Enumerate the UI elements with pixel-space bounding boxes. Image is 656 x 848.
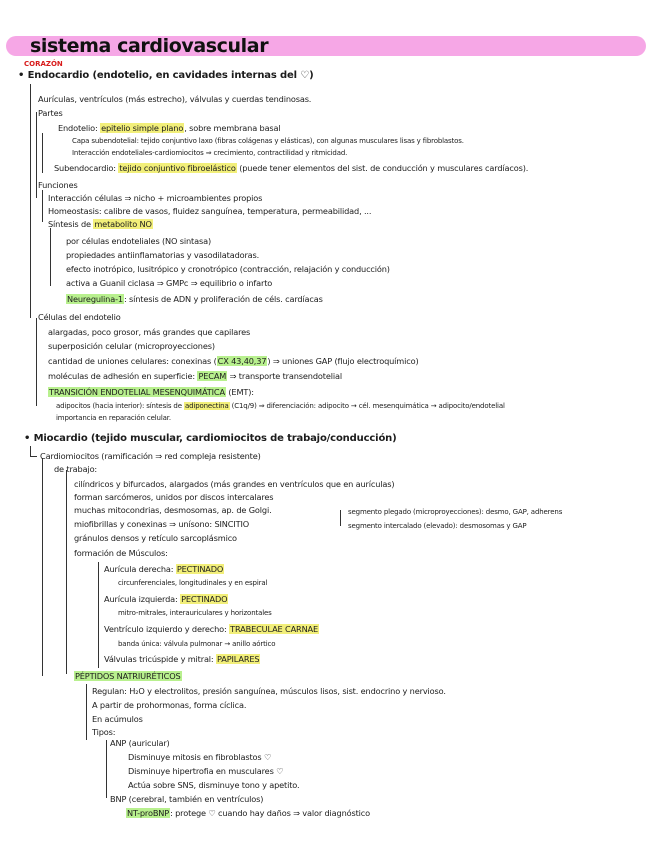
highlight: adiponectina: [184, 402, 229, 410]
highlight: NT-proBNP: [127, 808, 170, 818]
note-line: ANP (auricular): [110, 738, 170, 748]
page-title: sistema cardiovascular: [30, 35, 269, 57]
note-line: Válvulas tricúspide y mitral: PAPILARES: [104, 654, 260, 664]
tree-connector: [340, 510, 347, 526]
note-line: activa a Guanil ciclasa ⇒ GMPc ⇒ equilibrio o infarto: [66, 278, 273, 288]
note-line: gránulos densos y retículo sarcoplásmico: [74, 533, 237, 543]
note-line: Ventrículo izquierdo y derecho: TRABECULAE CARNAE: [104, 624, 319, 634]
note-line: BNP (cerebral, también en ventrículos): [110, 794, 264, 804]
note-line: Interacción células ⇒ nicho + microambientes propios: [48, 193, 263, 203]
note-line: Neuregulina-1: síntesis de ADN y proliferación de céls. cardíacas: [67, 294, 323, 304]
note-line: Tipos:: [92, 727, 116, 737]
note-line: cantidad de uniones celulares: conexinas (CX 43,40,37) ⇒ uniones GAP (flujo electroquímico): [48, 356, 419, 366]
note-line: Interacción endoteliales-cardiomiocitos ⇒ crecimiento, contractilidad y ritmicidad.: [72, 149, 348, 157]
tree-connector: [50, 228, 57, 286]
note-line: miofibrillas y conexinas ⇒ unísono: SINCITIO: [74, 519, 250, 529]
note-line: segmento intercalado (elevado): desmosomas y GAP: [348, 522, 527, 530]
highlight: PÉPTIDOS NATRIURÉTICOS: [75, 671, 181, 681]
note-line: mitro-mitrales, interauriculares y horizontales: [118, 609, 272, 617]
note-line: Capa subendotelial: tejido conjuntivo laxo (fibras colágenas y elásticas), con algunas musculares lisas y fibroblastos.: [72, 137, 464, 145]
tree-connector: [106, 740, 113, 798]
highlight: TRABECULAE CARNAE: [230, 624, 319, 634]
note-line: banda única: válvula pulmonar → anillo aórtico: [118, 640, 276, 648]
highlight: PAPILARES: [217, 654, 260, 664]
note-line: muchas mitocondrias, desmosomas, ap. de Golgi.: [74, 505, 272, 515]
tree-connector: [98, 562, 105, 668]
note-line: Aurículas, ventrículos (más estrecho), válvulas y cuerdas tendinosas.: [38, 94, 312, 104]
tree-connector: [42, 133, 49, 173]
highlight: PECAM: [198, 371, 227, 381]
note-line: A partir de prohormonas, forma cíclica.: [92, 700, 247, 710]
tree-connector: [42, 458, 49, 676]
highlight: tejido conjuntivo fibroelástico: [119, 163, 236, 173]
note-line: importancia en reparación celular.: [56, 414, 171, 422]
highlight: metabolito NO: [94, 219, 152, 229]
note-line: moléculas de adhesión en superficie: PECAM ⇒ transporte transendotelial: [48, 371, 342, 381]
note-line: NT-proBNP: protege ♡ cuando hay daños ⇒ valor diagnóstico: [127, 808, 371, 818]
note-line: cilíndricos y bifurcados, alargados (más grandes en ventrículos que en aurículas): [74, 479, 395, 489]
note-line: propiedades antiinflamatorias y vasodilatadoras.: [66, 250, 260, 260]
tree-connector: [30, 446, 37, 457]
note-line: • Endocardio (endotelio, en cavidades internas del ♡): [18, 70, 314, 81]
tree-connector: [36, 318, 43, 406]
note-line: forman sarcómeros, unidos por discos intercalares: [74, 492, 274, 502]
note-line: Regulan: H₂O y electrolitos, presión sanguínea, músculos lisos, sist. endocrino y nervioso.: [92, 686, 446, 696]
note-line: alargadas, poco grosor, más grandes que capilares: [48, 327, 251, 337]
note-line: Partes: [38, 108, 63, 118]
note-line: formación de Músculos:: [74, 548, 168, 558]
note-line: Endotelio: epitelio simple plano, sobre membrana basal: [58, 123, 281, 133]
note-line: Células del endotelio: [38, 312, 121, 322]
note-line: Cardiomiocitos (ramificación ⇒ red compleja resistente): [40, 451, 261, 461]
note-line: Síntesis de metabolito NO: [48, 219, 152, 229]
highlight: epitelio simple plano: [101, 123, 184, 133]
highlight: CX 43,40,37: [217, 356, 267, 366]
note-line: Aurícula izquierda: PECTINADO: [104, 594, 228, 604]
note-line: Actúa sobre SNS, disminuye tono y apetito.: [128, 780, 300, 790]
note-line: Aurícula derecha: PECTINADO: [104, 564, 224, 574]
note-line: efecto inotrópico, lusitrópico y cronotrópico (contracción, relajación y conducción): [66, 264, 390, 274]
note-line: Funciones: [38, 180, 78, 190]
tree-connector: [66, 470, 73, 674]
highlight: PECTINADO: [181, 594, 228, 604]
note-line: por células endoteliales (NO sintasa): [66, 236, 212, 246]
note-line: Subendocardio: tejido conjuntivo fibroelástico (puede tener elementos del sist. de conducción y musculares cardíacos).: [54, 163, 529, 173]
note-line: En acúmulos: [92, 714, 143, 724]
note-line: adipocitos (hacia interior): síntesis de adiponectina (C1q/9) ⇒ diferenciación: adipocito → cél. mesenquimática → adipocito/endotelial: [56, 402, 505, 410]
note-line: segmento plegado (microproyecciones): desmo, GAP, adherens: [348, 508, 563, 516]
highlight: PECTINADO: [176, 564, 224, 574]
section-subtitle: CORAZÓN: [24, 60, 63, 68]
highlight: TRANSICIÓN ENDOTELIAL MESENQUIMÁTICA: [49, 387, 225, 397]
note-line: de trabajo:: [54, 464, 98, 474]
note-line: TRANSICIÓN ENDOTELIAL MESENQUIMÁTICA (EMT):: [49, 387, 254, 397]
note-line: circunferenciales, longitudinales y en espiral: [118, 579, 268, 587]
highlight: Neuregulina-1: [67, 294, 123, 304]
note-line: superposición celular (microproyecciones): [48, 341, 215, 351]
note-line: Homeostasis: calibre de vasos, fluidez sanguínea, temperatura, permeabilidad, ...: [48, 206, 372, 216]
note-line: Disminuye mitosis en fibroblastos ♡: [128, 752, 272, 762]
note-line: [74, 671, 182, 681]
note-line: Disminuye hipertrofia en musculares ♡: [128, 766, 284, 776]
note-line: • Miocardio (tejido muscular, cardiomiocitos de trabajo/conducción): [24, 433, 397, 444]
